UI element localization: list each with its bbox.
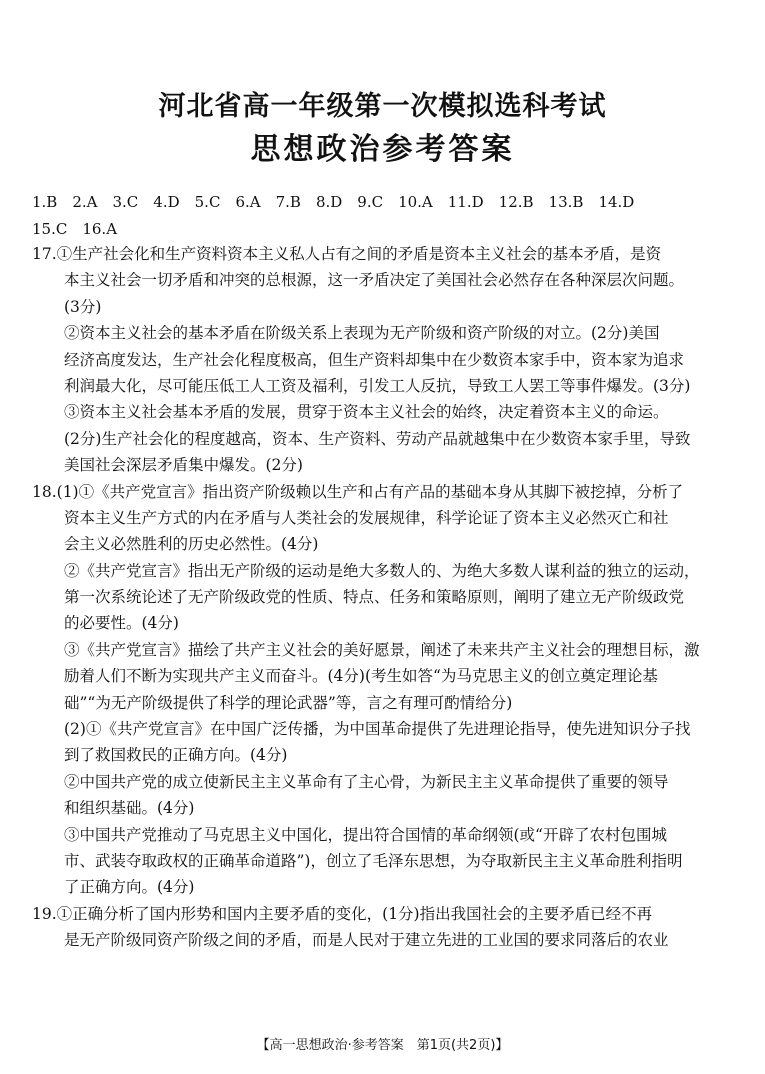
multiple-choice-answers xyxy=(32,189,649,243)
page-subtitle: 思想政治参考答案 xyxy=(250,132,515,167)
q17-line: (2分)生产社会化的程度越高，资本、生产资料、劳动产品就越集中在少数资本家手里，导致 xyxy=(64,429,691,448)
answer-item: 9.C xyxy=(357,193,384,211)
q17-line: 经济高度发达，生产社会化程度极高，但生产资料却集中在少数资本家手中，资本家为追求 xyxy=(64,350,685,369)
q18-line: 市、武装夺取政权的正确革命道路”)，创立了毛泽东思想，为夺取新民主主义革命胜利指明 xyxy=(64,851,683,870)
q18-line: (2)①《共产党宣言》在中国广泛传播，为中国革命提供了先进理论指导，使先进知识分子找 xyxy=(64,720,691,739)
q18-line: 18.(1)①《共产党宣言》指出资产阶级赖以生产和占有产品的基础本身从其脚下被挖掉，分析了 xyxy=(32,482,684,501)
q17-line: 本主义社会一切矛盾和冲突的总根源，这一矛盾决定了美国社会必然存在各种深层次问题。 xyxy=(64,271,685,290)
answer-item: 12.B xyxy=(498,193,534,211)
q18-line: 的必要性。(4分) xyxy=(64,614,179,633)
answer-item: 2.A xyxy=(72,193,98,211)
q19-line: 19.①正确分析了国内形势和国内主要矛盾的变化，(1分)指出我国社会的主要矛盾已经不再 xyxy=(32,904,653,923)
q18-line: ③《共产党宣言》描绘了共产主义社会的美好愿景，阐述了未来共产主义社会的理想目标，激 xyxy=(64,640,700,659)
answer-item: 4.D xyxy=(153,193,180,211)
answer-item: 6.A xyxy=(235,193,261,211)
answer-item: 3.C xyxy=(112,193,139,211)
answers-row-1 xyxy=(32,189,649,216)
q18-line: ②中国共产党的成立使新民主主义革命有了主心骨，为新民主主义革命提供了重要的领导 xyxy=(64,772,669,791)
answer-item: 1.B xyxy=(32,193,58,211)
answer-item: 11.D xyxy=(447,193,484,211)
answer-item: 15.C xyxy=(32,220,68,238)
q17-line: (3分) xyxy=(64,297,102,316)
page-footer: 【高一思想政治·参考答案 第1页(共2页)】 xyxy=(256,1038,509,1053)
q17-line: ②资本主义社会的基本矛盾在阶级关系上表现为无产阶级和资产阶级的对立。(2分)美国 xyxy=(64,324,660,343)
answer-item: 14.D xyxy=(598,193,635,211)
answer-item: 16.A xyxy=(82,220,118,238)
answer-item: 13.B xyxy=(548,193,584,211)
q18-line: 励着人们不断为实现共产主义而奋斗。(4分)(考生如答“为马克思主义的创立奠定理论基 xyxy=(64,667,658,686)
page-title: 河北省高一年级第一次模拟选科考试 xyxy=(158,91,607,122)
q18-line: ③中国共产党推动了马克思主义中国化，提出符合国情的革命纲领(或“开辟了农村包围城 xyxy=(64,825,667,844)
q18-line: 资本主义生产方式的内在矛盾与人类社会的发展规律，科学论证了资本主义必然灭亡和社 xyxy=(64,508,669,527)
q18-line: 和组织基础。(4分) xyxy=(64,799,195,818)
q18-line: ②《共产党宣言》指出无产阶级的运动是绝大多数人的、为绝大多数人谋利益的独立的运动， xyxy=(64,561,700,580)
answers-row-2 xyxy=(32,216,649,243)
q18-line: 础”“为无产阶级提供了科学的理论武器”等，言之有理可酌情给分) xyxy=(64,693,513,712)
q18-line: 到了救国救民的正确方向。(4分) xyxy=(64,746,288,765)
q18-line: 会主义必然胜利的历史必然性。(4分) xyxy=(64,535,319,554)
answer-item: 10.A xyxy=(398,193,433,211)
answer-explanations xyxy=(32,241,732,954)
q19-line: 是无产阶级同资产阶级之间的矛盾，而是人民对于建立先进的工业国的要求同落后的农业 xyxy=(64,931,669,950)
answer-item: 5.C xyxy=(194,193,221,211)
q17-line: ③资本主义社会基本矛盾的发展，贯穿于资本主义社会的始终，决定着资本主义的命运。 xyxy=(64,403,669,422)
answer-item: 7.B xyxy=(275,193,301,211)
q17-line: 美国社会深层矛盾集中爆发。(2分) xyxy=(64,456,303,475)
answer-item: 8.D xyxy=(315,193,343,211)
q17-line: 17.①生产社会化和生产资料资本主义私人占有之间的矛盾是资本主义社会的基本矛盾，是资 xyxy=(32,245,662,263)
q18-line: 第一次系统论述了无产阶级政党的性质、特点、任务和策略原则，阐明了建立无产阶级政党 xyxy=(64,588,685,607)
q17-line: 利润最大化，尽可能压低工人工资及福利，引发工人反抗，导致工人罢工等事件爆发。(3分) xyxy=(64,376,691,395)
q18-line: 了正确方向。(4分) xyxy=(64,878,195,897)
